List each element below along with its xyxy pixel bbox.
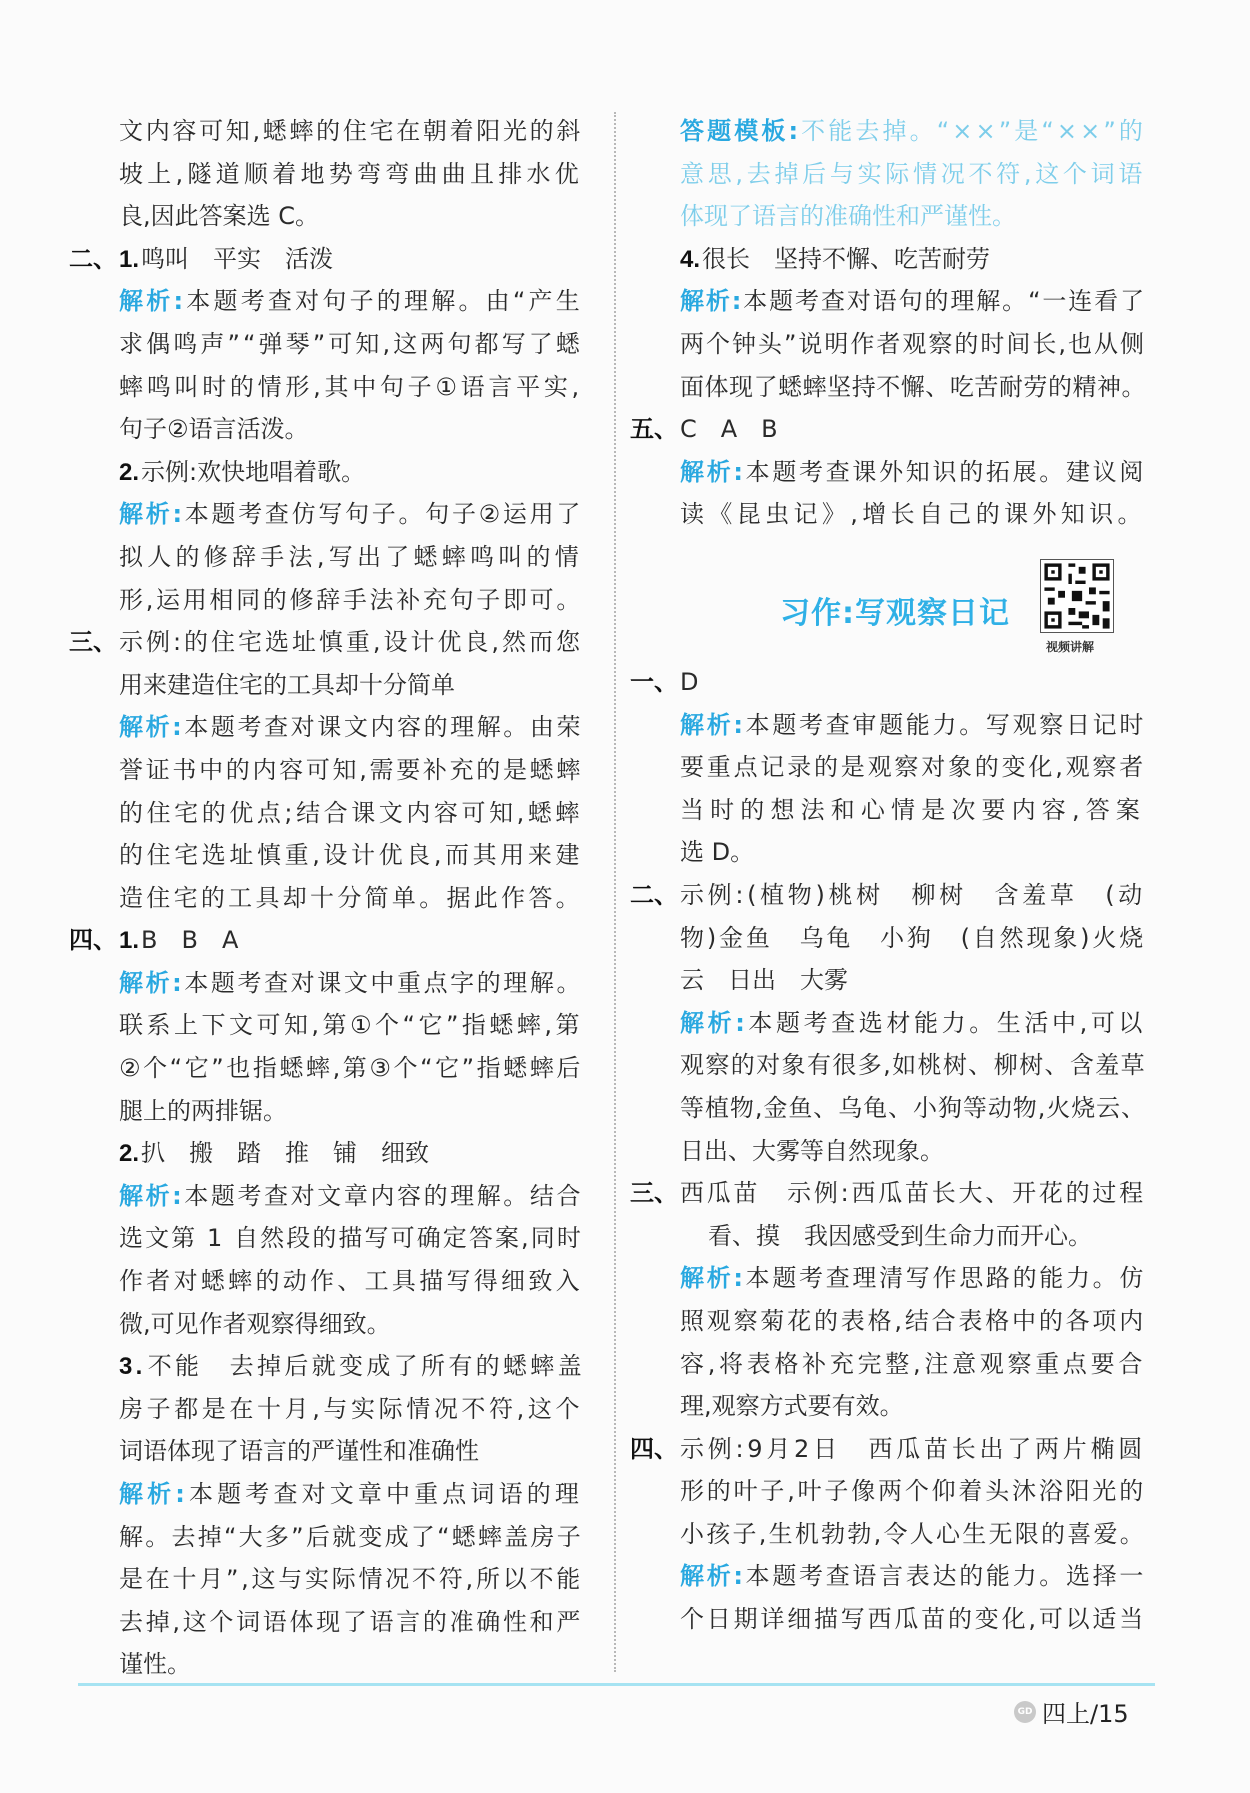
question-number: 三、 (69, 628, 117, 657)
text-line (119, 1345, 583, 1388)
analysis-line (680, 280, 1146, 323)
line-text: 拟人的修辞手法,写出了蟋蟀鸣叫的情 (119, 542, 584, 571)
line-text: 当时的想法和心情是次要内容,答案 (680, 795, 1147, 824)
line-text: 用来建造住宅的工具却十分简单 (119, 670, 455, 699)
line-text: 不能去掉。“××”是“××”的 (801, 117, 1146, 145)
analysis-line (119, 1175, 583, 1218)
analysis-line (680, 1257, 1146, 1300)
line-text: 房子都是在十月,与实际情况不符,这个 (119, 1394, 584, 1423)
line-text: 解。去掉“大多”后就变成了“蟋蟀盖房子 (119, 1522, 584, 1551)
line-text: 是在十月”,这与实际情况不符,所以不能 (119, 1565, 583, 1594)
analysis-line (680, 1002, 1146, 1045)
left-column (69, 110, 585, 1686)
analysis-label: 解析: (680, 1562, 746, 1591)
sub-question-number: 3. (119, 1353, 146, 1381)
text-line (119, 1004, 583, 1047)
line-text: 很长 坚持不懈、吃苦耐劳 (702, 244, 991, 273)
line-text: 本题考查选材能力。生活中,可以 (748, 1008, 1147, 1037)
sub-question-number: 4. (680, 245, 701, 273)
text-line (119, 1430, 583, 1473)
line-text: 去掉,这个词语体现了语言的准确性和严 (119, 1607, 584, 1636)
analysis-label: 解析: (119, 1480, 190, 1508)
text-line (680, 1470, 1146, 1513)
analysis-label: 解析: (680, 710, 746, 739)
line-text: 小孩子,生机勃勃,令人心生无限的喜爱。 (680, 1519, 1147, 1548)
line-text: 观察的对象有很多,如桃树、柳树、含羞草 (680, 1051, 1147, 1080)
line-text: 求偶鸣声”“弹琴”可知,这两句都写了蟋 (119, 329, 584, 358)
line-text: B B A (141, 926, 239, 955)
line-text: 西瓜苗 示例:西瓜苗长大、开花的过程 (680, 1179, 1146, 1208)
page-number: 四上/15 (1042, 1700, 1129, 1728)
question-number: 五、 (630, 415, 678, 444)
line-text: 微,可见作者观察得细致。 (119, 1309, 391, 1338)
line-text: 扒 搬 踏 推 铺 细致 (141, 1139, 430, 1168)
question-line (630, 874, 1146, 917)
line-text: 容,将表格补充完整,注意观察重点要合 (680, 1349, 1147, 1378)
line-text: 体现了语言的准确性和严谨性。 (680, 202, 1016, 231)
question-line (630, 1428, 1146, 1471)
qr-code-icon[interactable] (1040, 559, 1114, 633)
text-line (680, 323, 1146, 366)
right-column-bottom (630, 661, 1147, 1641)
text-line (119, 1388, 583, 1431)
line-text: 示例:欢快地唱着歌。 (141, 457, 366, 486)
text-line (680, 1343, 1146, 1386)
line-text: 示例:(植物)桃树 柳树 含羞草 (动 (680, 880, 1146, 909)
line-text: C A B (680, 415, 778, 444)
line-text: 形,运用相同的修辞手法补充句子即可。 (119, 585, 584, 614)
line-text: 文内容可知,蟋蟀的住宅在朝着阳光的斜 (119, 117, 584, 145)
line-text: 形的叶子,叶子像两个仰着头沐浴阳光的 (680, 1477, 1147, 1506)
analysis-label: 解析: (119, 713, 185, 742)
line-text: 意思,去掉后与实际情况不符,这个词语 (680, 159, 1147, 188)
line-text: 本题考查对句子的理解。由“产生 (186, 287, 583, 316)
analysis-line (119, 493, 583, 536)
qr-caption: 视频讲解 (1046, 640, 1095, 654)
line-text: 誉证书中的内容可知,需要补充的是蟋蟀 (119, 755, 584, 784)
line-text: 看、摸 我因感受到生命力而开心。 (708, 1221, 1092, 1250)
line-text: 谨性。 (119, 1650, 191, 1679)
line-text: D (680, 668, 699, 696)
analysis-label: 解析: (119, 1181, 185, 1210)
text-line (119, 451, 583, 494)
text-line (680, 1598, 1146, 1641)
analysis-line (119, 1473, 583, 1516)
line-text: 等植物,金鱼、乌龟、小狗等动物,火烧云、 (680, 1093, 1147, 1122)
line-text: 蟀鸣叫时的情形,其中句子①语言平实, (119, 372, 583, 401)
line-text: 鸣叫 平实 活泼 (141, 244, 334, 273)
text-line (119, 1047, 583, 1090)
text-line (119, 366, 583, 409)
line-text: 理,观察方式要有效。 (680, 1392, 904, 1421)
analysis-label: 解析: (680, 1264, 746, 1293)
line-text: 联系上下文可知,第①个“它”指蟋蟀,第 (119, 1011, 583, 1040)
analysis-label: 解析: (680, 1008, 749, 1037)
line-text: 作者对蟋蟀的动作、工具描写得细致入 (119, 1267, 583, 1296)
text-line (119, 1558, 583, 1601)
text-line (119, 834, 583, 877)
text-line (680, 1044, 1146, 1087)
text-line (680, 1300, 1146, 1343)
question-line (69, 238, 583, 281)
right-column-top (630, 110, 1147, 536)
footer-rule (78, 1683, 1155, 1686)
line-text: 选 D。 (680, 838, 755, 867)
text-line (119, 1260, 583, 1303)
text-line (119, 153, 583, 196)
page-footer (1014, 1694, 1129, 1729)
line-text: 本题考查对语句的理解。“一连看了 (743, 287, 1146, 316)
text-line (119, 1303, 583, 1346)
text-line (680, 1215, 1146, 1258)
question-number: 二、 (69, 244, 117, 273)
line-text: 两个钟头”说明作者观察的时间长,也从侧 (680, 329, 1147, 358)
question-number: 三、 (630, 1179, 678, 1208)
text-line (119, 1516, 583, 1559)
text-line (680, 1513, 1146, 1556)
question-number: 四、 (630, 1434, 678, 1463)
line-text: 本题考查语言表达的能力。选择一 (745, 1562, 1147, 1591)
line-text: 照观察菊花的表格,结合表格中的各项内 (680, 1306, 1147, 1335)
text-line (680, 1087, 1146, 1130)
text-line (119, 749, 583, 792)
sub-question-number: 2. (119, 1140, 140, 1168)
text-line (680, 959, 1146, 1002)
line-text: 示例:的住宅选址慎重,设计优良,然而您 (119, 628, 583, 657)
line-text: 造住宅的工具却十分简单。据此作答。 (119, 883, 583, 912)
text-line (119, 792, 583, 835)
question-line (69, 919, 583, 962)
text-line (680, 831, 1146, 874)
line-text: 本题考查对课文内容的理解。由荣 (184, 713, 584, 742)
text-line (119, 664, 583, 707)
line-text: 本题考查课外知识的拓展。建议阅 (745, 457, 1147, 486)
sub-question-number: 2. (119, 458, 140, 486)
text-line (680, 746, 1146, 789)
analysis-line (119, 280, 583, 323)
line-text: 本题考查理清写作思路的能力。仿 (745, 1264, 1147, 1293)
question-number: 一、 (630, 668, 678, 696)
column-divider (614, 112, 616, 1672)
text-line (680, 153, 1146, 196)
line-text: 不能 去掉后就变成了所有的蟋蟀盖 (147, 1352, 585, 1381)
text-line (680, 917, 1146, 960)
text-line (119, 1601, 583, 1644)
question-line (630, 1172, 1146, 1215)
analysis-label: 解析: (119, 287, 187, 316)
line-text: 句子②语言活泼。 (119, 415, 309, 444)
text-line (680, 1130, 1146, 1173)
analysis-line (680, 451, 1146, 494)
line-text: 面体现了蟋蟀坚持不懈、吃苦耐劳的精神。 (680, 372, 1147, 401)
line-text: 腿上的两排锯。 (119, 1096, 287, 1125)
text-line (680, 238, 1146, 281)
question-line (69, 621, 583, 664)
line-text: 本题考查对课文中重点字的理解。 (184, 968, 584, 997)
line-text: 本题考查仿写句子。句子②运用了 (184, 500, 584, 529)
text-line (119, 579, 583, 622)
line-text: 的住宅的优点;结合课文内容可知,蟋蟀 (119, 798, 583, 827)
text-line (119, 110, 583, 153)
sub-question-number: 1. (119, 927, 140, 955)
analysis-line (680, 704, 1146, 747)
analysis-line (119, 706, 583, 749)
text-line (680, 366, 1146, 409)
text-line (680, 1385, 1146, 1428)
line-text: 日出、大雾等自然现象。 (680, 1136, 944, 1165)
text-line (119, 1132, 583, 1175)
analysis-label: 解析: (680, 457, 746, 486)
text-line (680, 110, 1146, 153)
text-line (119, 1217, 583, 1260)
line-text: 云 日出 大雾 (680, 966, 848, 995)
text-line (680, 789, 1146, 832)
analysis-label: 解析: (680, 287, 744, 316)
text-line (119, 408, 583, 451)
line-text: 物)金鱼 乌龟 小狗 (自然现象)火烧 (680, 923, 1147, 952)
line-text: 本题考查对文章中重点词语的理 (189, 1480, 583, 1508)
template-label: 答题模板: (680, 117, 802, 145)
text-line (119, 1090, 583, 1133)
line-text: 个日期详细描写西瓜苗的变化,可以适当 (680, 1605, 1147, 1634)
line-text: 本题考查审题能力。写观察日记时 (745, 710, 1147, 739)
text-line (680, 195, 1146, 238)
text-line (119, 1643, 583, 1686)
line-text: ②个“它”也指蟋蟀,第③个“它”指蟋蟀后 (119, 1054, 583, 1083)
line-text: 本题考查对文章内容的理解。结合 (184, 1181, 584, 1210)
line-text: 的住宅选址慎重,设计优良,而其用来建 (119, 841, 584, 870)
line-text: 良,因此答案选 C。 (119, 202, 320, 231)
edition-badge-icon: GD (1014, 1701, 1036, 1723)
analysis-label: 解析: (119, 968, 185, 997)
text-line (119, 195, 583, 238)
text-line (119, 323, 583, 366)
line-text: 词语体现了语言的严谨性和准确性 (119, 1437, 479, 1466)
analysis-label: 解析: (119, 500, 185, 529)
question-number: 四、 (69, 926, 117, 955)
sub-question-number: 1. (119, 245, 140, 273)
analysis-line (119, 962, 583, 1005)
line-text: 选文第 1 自然段的描写可确定答案,同时 (119, 1224, 583, 1253)
analysis-line (680, 1555, 1146, 1598)
question-line (630, 408, 1146, 451)
text-line (119, 536, 583, 579)
line-text: 读《昆虫记》,增长自己的课外知识。 (680, 500, 1146, 529)
line-text: 坡上,隧道顺着地势弯弯曲曲且排水优 (119, 159, 584, 188)
text-line (119, 877, 583, 920)
line-text: 要重点记录的是观察对象的变化,观察者 (680, 753, 1147, 782)
question-line (630, 661, 1146, 704)
line-text: 示例:9月2日 西瓜苗长出了两片椭圆 (680, 1434, 1146, 1463)
text-line (680, 493, 1146, 536)
section-heading: 习作:写观察日记 (780, 596, 1010, 631)
question-number: 二、 (630, 880, 678, 909)
